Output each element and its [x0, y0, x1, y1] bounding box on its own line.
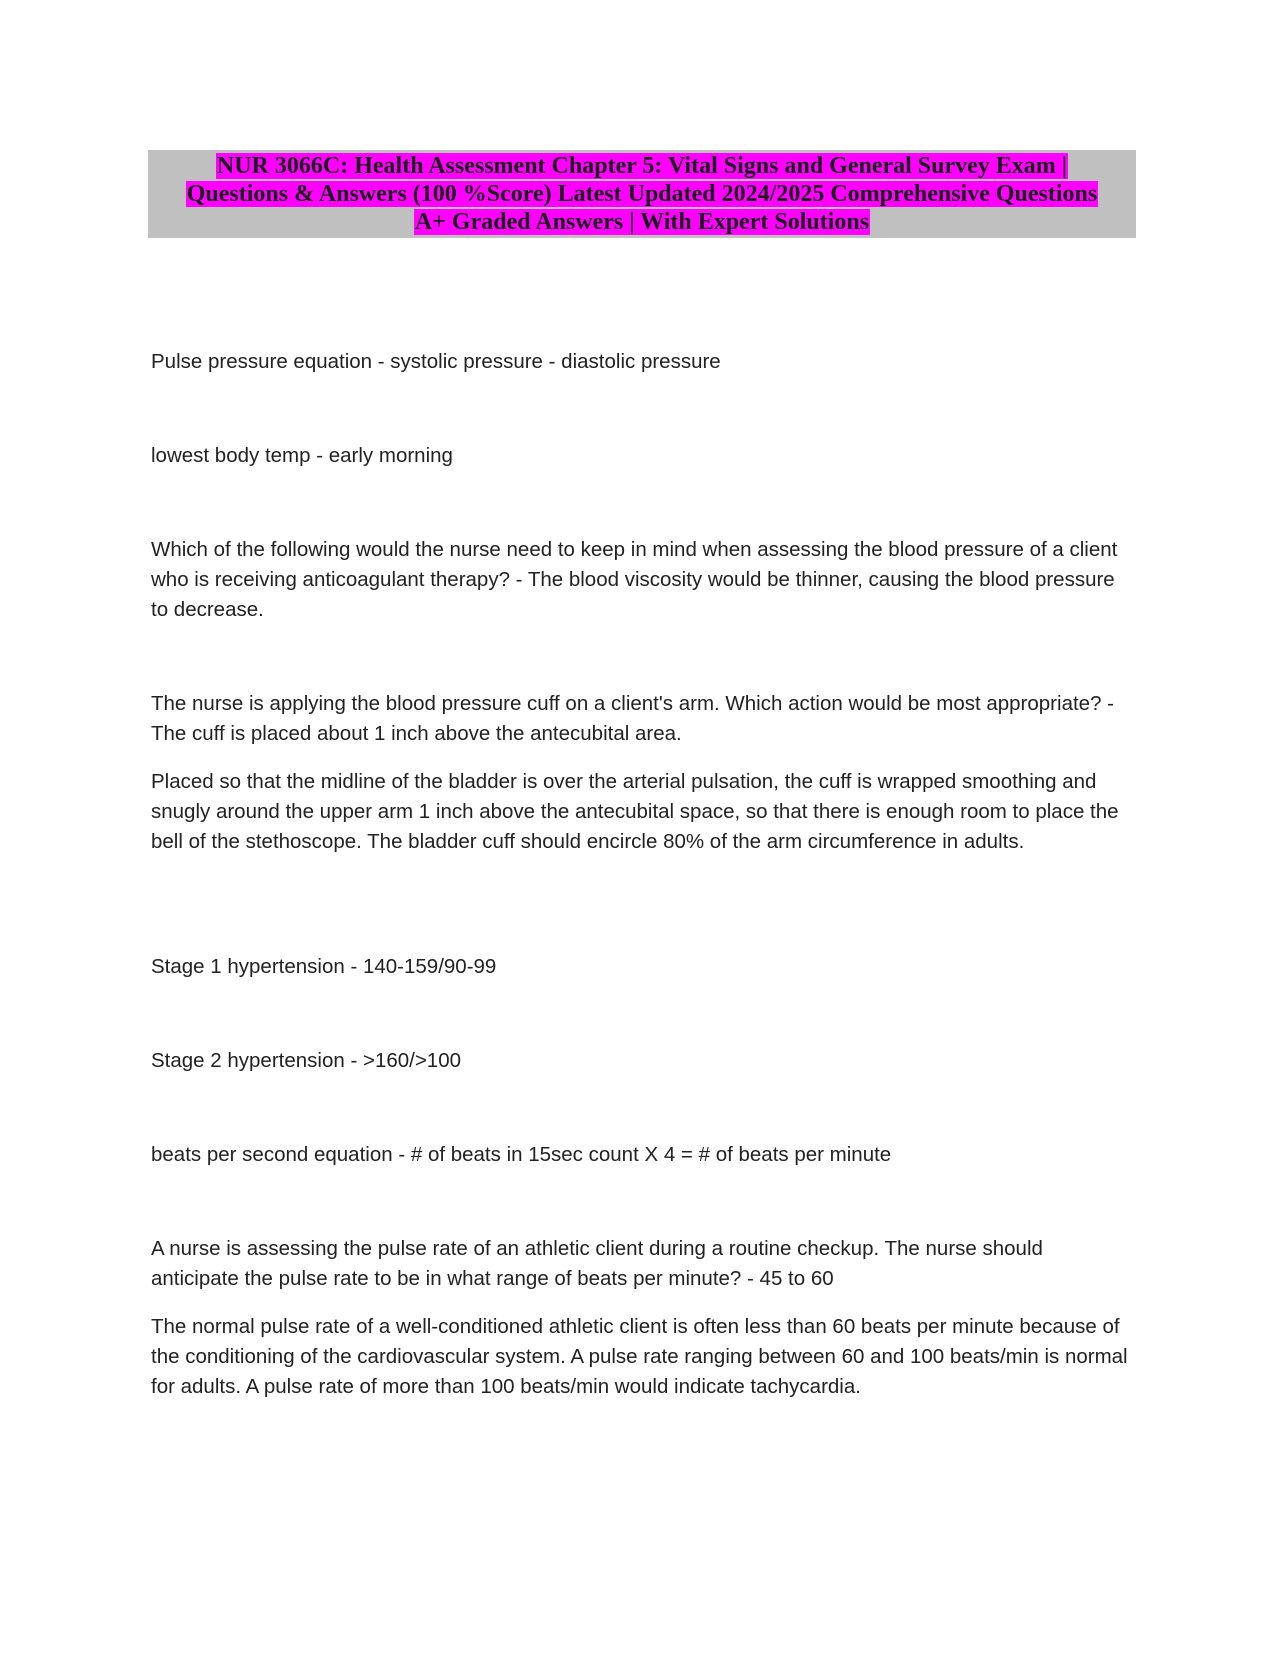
qa-item-beats-equation: beats per second equation - # of beats in 15sec count X 4 = # of beats per minute — [151, 1143, 892, 1166]
qa-item-anticoagulant-bp: Which of the following would the nurse need to keep in mind when assessing the blood pressure of a client who is receiving anticoagulant therapy? - The blood viscosity would be thinner, causing the blood pressure to decrease. — [151, 538, 1118, 621]
qa-item-stage-1-hypertension: Stage 1 hypertension - 140-159/90-99 — [151, 955, 497, 978]
title-banner — [148, 150, 1136, 238]
qa-rationale-bp-cuff: Placed so that the midline of the bladder is over the arterial pulsation, the cuff is wrapped smoothing and snugly around the upper arm 1 inch above the antecubital space, so that there is enough room to place the bell of the stethoscope. The bladder cuff should encircle 80% of the arm circumference in adults. — [151, 770, 1119, 853]
qa-item-bp-cuff-placement: The nurse is applying the blood pressure cuff on a client's arm. Which action would be most appropriate? - The cuff is placed about 1 inch above the antecubital area. — [151, 692, 1114, 745]
qa-item-lowest-body-temp: lowest body temp - early morning — [151, 444, 453, 467]
title-line-3: A+ Graded Answers | With Expert Solutions — [414, 209, 870, 235]
document-title — [152, 152, 1132, 236]
qa-item-athletic-pulse: A nurse is assessing the pulse rate of an athletic client during a routine checkup. The nurse should anticipate the pulse rate to be in what range of beats per minute? - 45 to 60 — [151, 1237, 1043, 1290]
qa-rationale-athletic-pulse: The normal pulse rate of a well-conditioned athletic client is often less than 60 beats per minute because of the conditioning of the cardiovascular system. A pulse rate ranging between 60 and 100 beats/min is normal for adults. A pulse rate of more than 100 beats/min would indicate tachycardia. — [151, 1315, 1128, 1398]
qa-item-pulse-pressure: Pulse pressure equation - systolic pressure - diastolic pressure — [151, 350, 721, 373]
title-line-2: Questions & Answers (100 %Score) Latest Updated 2024/2025 Comprehensive Questions — [186, 181, 1098, 207]
title-line-1: NUR 3066C: Health Assessment Chapter 5: Vital Signs and General Survey Exam | — [216, 153, 1068, 179]
qa-item-stage-2-hypertension: Stage 2 hypertension - >160/>100 — [151, 1049, 462, 1072]
